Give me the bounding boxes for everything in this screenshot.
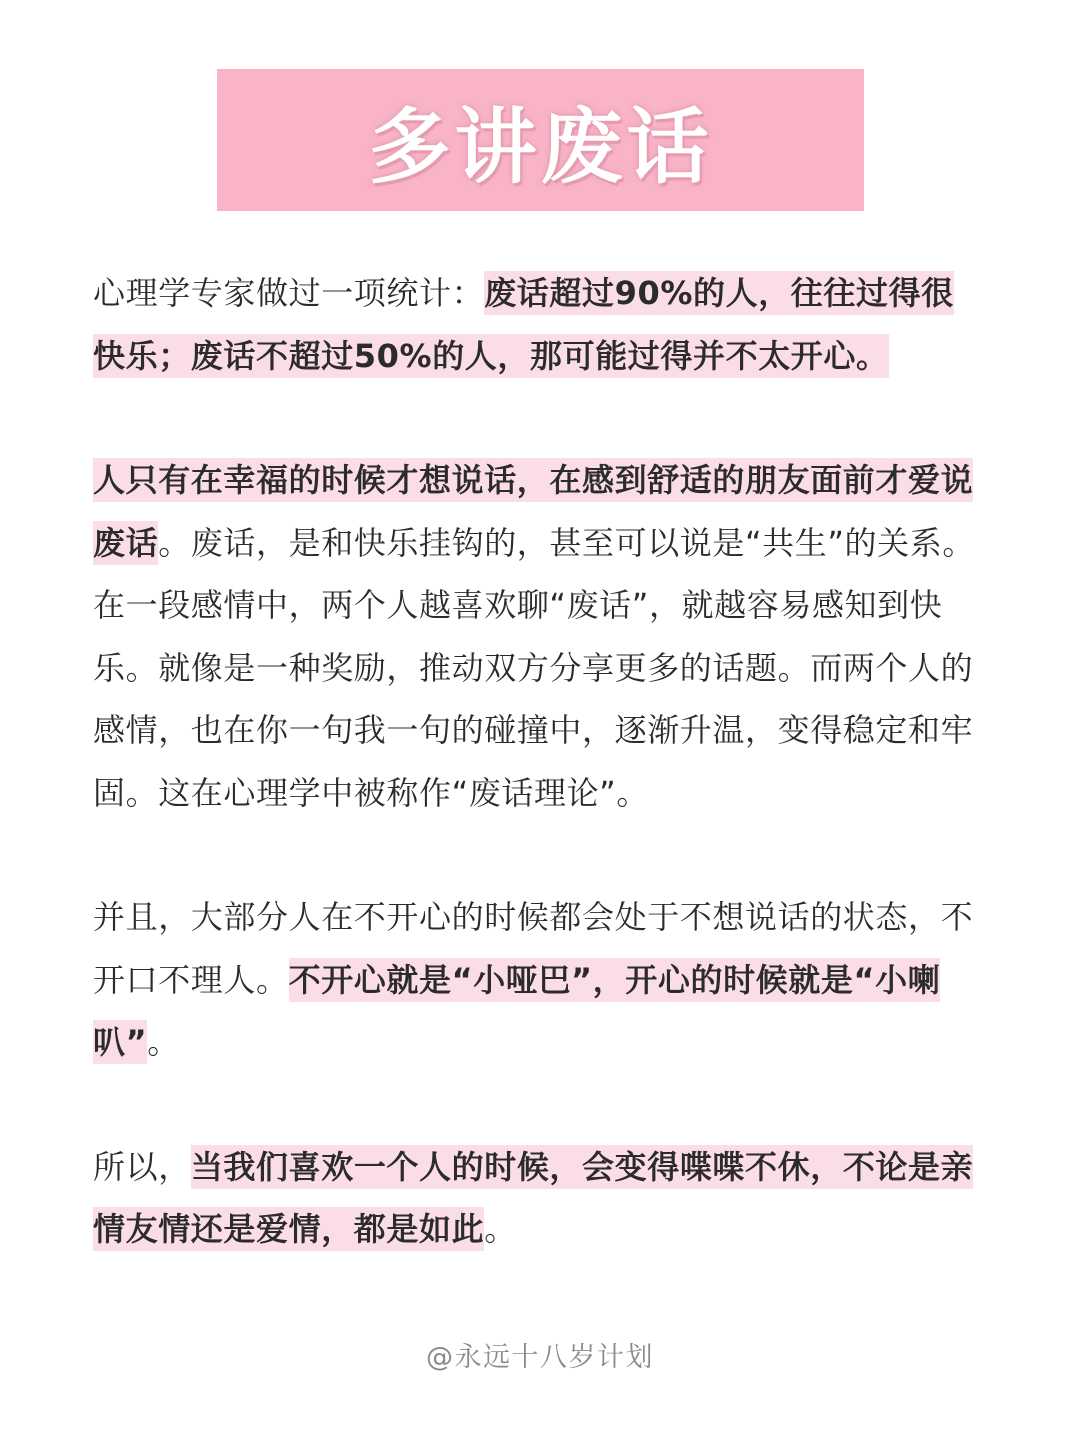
text-segment: 并且，大部分人在不开心的时候都会处于不想说话的状态，不开口不理人。 <box>93 898 974 999</box>
highlighted-text: 不开心就是“小哑巴”，开心的时候就是“小喇叭” <box>93 958 940 1065</box>
title-banner <box>217 69 864 211</box>
paragraph-2 <box>93 449 983 824</box>
text-segment: 。废话，是和快乐挂钩的，甚至可以说是“共生”的关系。在一段感情中，两个人越喜欢聊“废话”，就越容易感知到快乐。就像是一种奖励，推动双方分享更多的话题。而两个人的感情，也在你一句我一句的碰撞中，逐渐升温，变得稳定和牢固。这在心理学中被称作“废话理论”。 <box>93 523 975 812</box>
paragraph-1 <box>93 262 983 387</box>
text-segment: 心理学专家做过一项统计： <box>93 274 485 312</box>
paragraph-3 <box>93 886 983 1074</box>
article-body <box>93 262 983 1323</box>
author-credit: @永远十八岁计划 <box>426 1342 654 1373</box>
highlighted-text: 废话超过90%的人，往往过得很快乐；废话不超过50%的人，那可能过得并不太开心。 <box>93 271 954 378</box>
highlighted-text: 当我们喜欢一个人的时候，会变得喋喋不休，不论是亲情友情还是爱情，都是如此 <box>93 1145 973 1252</box>
text-segment: 。 <box>147 1023 180 1061</box>
highlighted-text: 人只有在幸福的时候才想说话，在感到舒适的朋友面前才爱说废话 <box>93 458 973 565</box>
text-segment: 。 <box>484 1210 517 1248</box>
text-segment: 所以， <box>93 1147 191 1186</box>
page-title: 多讲废话 <box>368 99 713 195</box>
paragraph-4 <box>93 1136 983 1261</box>
